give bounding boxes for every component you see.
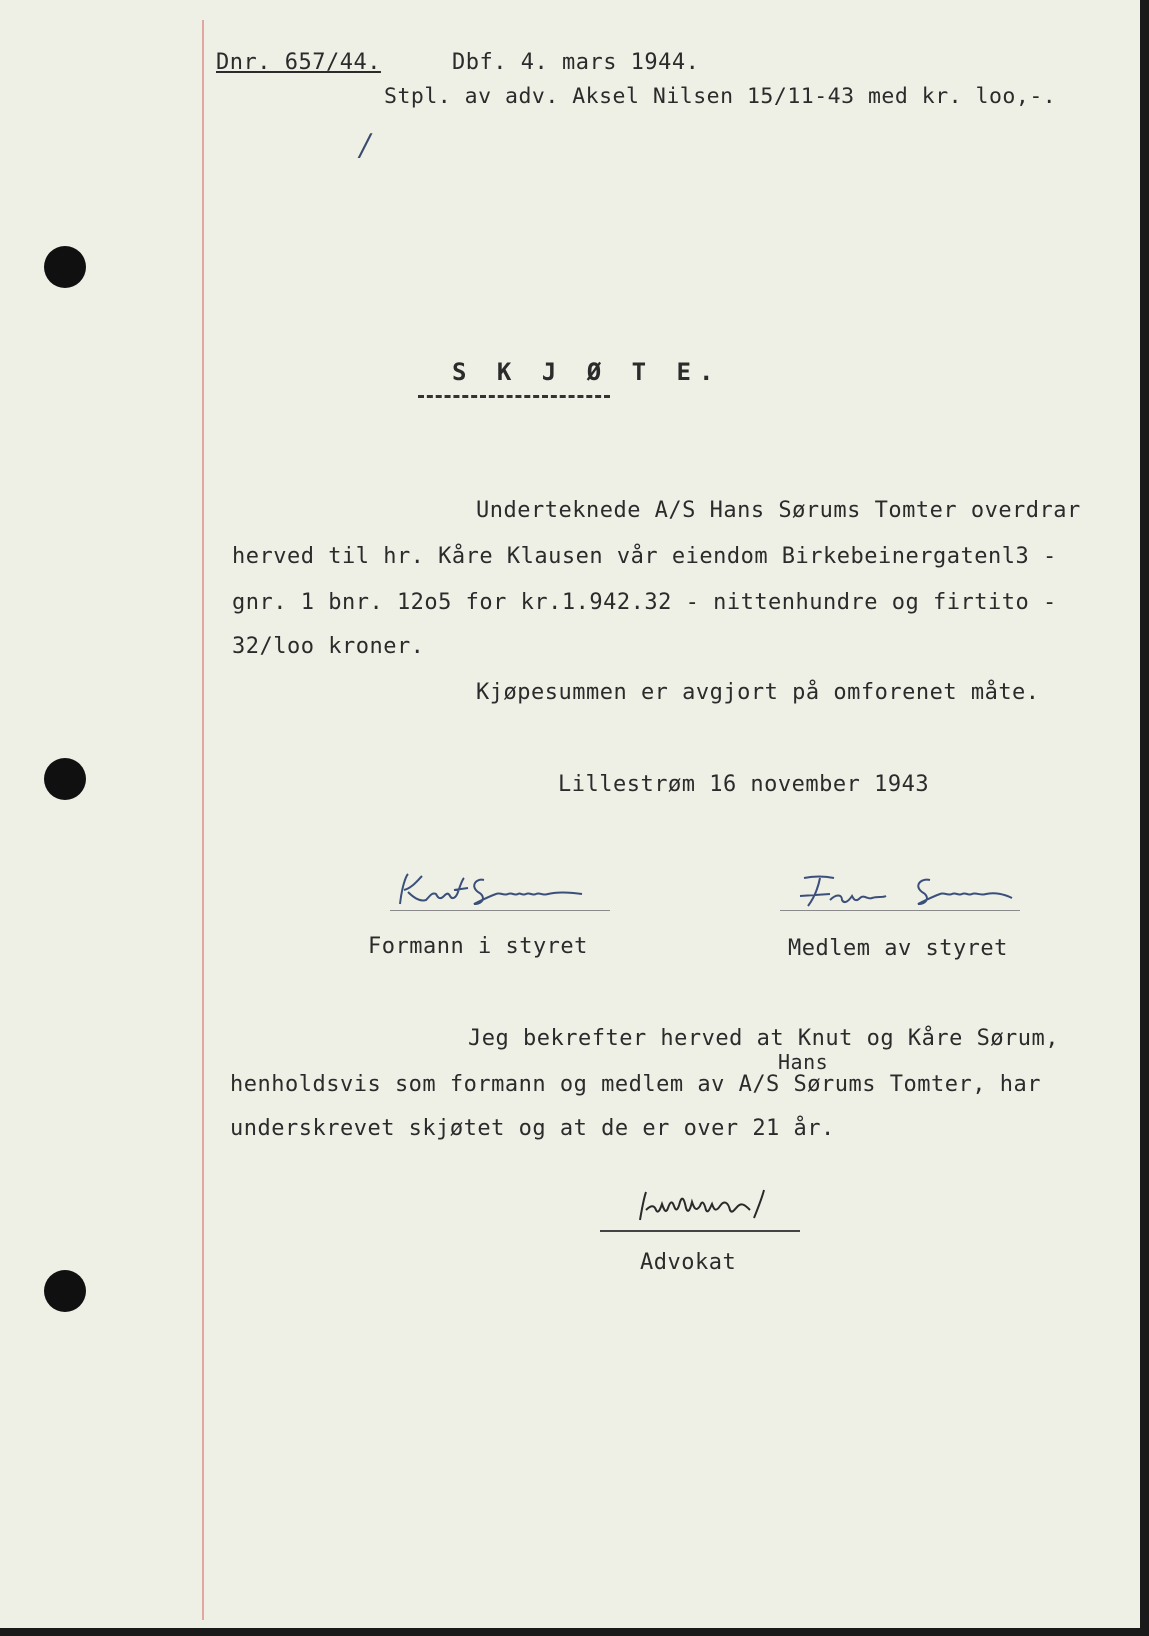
advocate-signature [630, 1180, 810, 1230]
punch-hole-bottom [44, 1270, 86, 1312]
left-signer-role: Formann i styret [368, 934, 588, 959]
stamp-duty-note: Stpl. av adv. Aksel Nilsen 15/11-43 med kr. loo,-. [384, 84, 1057, 109]
check-mark: / [360, 128, 371, 163]
document-number: Dnr. 657/44. [216, 50, 381, 75]
margin-rule [202, 20, 204, 1620]
punch-hole-top [44, 246, 86, 288]
body-line-5: Kjøpesummen er avgjort på omforenet måte. [476, 680, 1040, 705]
title-underline [418, 395, 610, 398]
signature-line-left [390, 910, 610, 911]
signature-knut-sorum [392, 866, 622, 916]
advocate-signature-line [600, 1230, 800, 1232]
registration-date: Dbf. 4. mars 1944. [452, 50, 700, 75]
attestation-insert: Hans [778, 1050, 829, 1074]
attestation-line-3: underskrevet skjøtet og at de er over 21 år. [230, 1116, 835, 1141]
attestation-line-1: Jeg bekrefter herved at Knut og Kåre Sørum, [468, 1026, 1060, 1051]
signature-line-right [780, 910, 1020, 911]
right-signer-role: Medlem av styret [788, 936, 1008, 961]
punch-hole-middle [44, 758, 86, 800]
attestation-line-2: henholdsvis som formann og medlem av A/S Sørums Tomter, har [230, 1072, 1041, 1097]
signature-kare-sorum [790, 866, 1050, 916]
body-line-1: Underteknede A/S Hans Sørums Tomter overdrar [476, 498, 1081, 523]
document-title: S K J Ø T E. [452, 358, 722, 386]
body-line-2: herved til hr. Kåre Klausen vår eiendom Birkebeinergatenl3 - [232, 544, 1057, 569]
advocate-title: Advokat [640, 1250, 737, 1275]
body-line-3: gnr. 1 bnr. 12o5 for kr.1.942.32 - nittenhundre og firtito - [232, 590, 1057, 615]
place-and-date: Lillestrøm 16 november 1943 [558, 772, 930, 797]
body-line-4: 32/loo kroner. [232, 634, 425, 659]
